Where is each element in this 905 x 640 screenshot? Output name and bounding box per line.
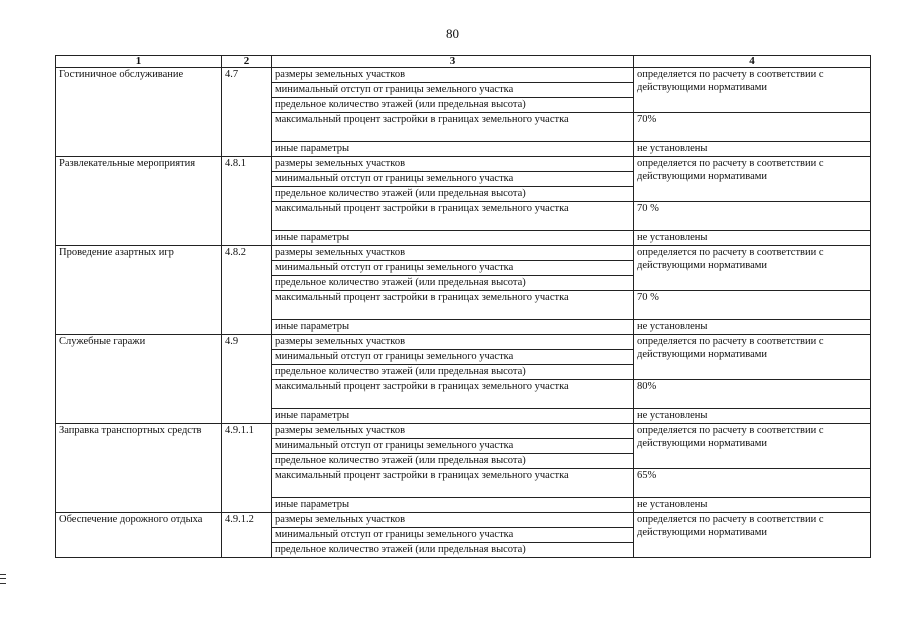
param-min-setback: минимальный отступ от границы земельного участка [272, 439, 634, 454]
use-type-name: Заправка транспортных средств [56, 424, 222, 513]
table-row [56, 157, 871, 172]
param-min-setback: минимальный отступ от границы земельного участка [272, 261, 634, 276]
param-max-coverage: максимальный процент застройки в границах земельного участка [272, 113, 634, 142]
table-row [56, 513, 871, 528]
column-header-1: 1 [56, 56, 222, 68]
param-max-floors: предельное количество этажей (или предельная высота) [272, 98, 634, 113]
param-value-percent: 65% [634, 469, 871, 498]
param-value-not-set: не установлены [634, 142, 871, 157]
param-other: иные параметры [272, 409, 634, 424]
param-min-setback: минимальный отступ от границы земельного участка [272, 172, 634, 187]
permitted-use-table [55, 55, 871, 558]
use-type-code: 4.9.1.1 [222, 424, 272, 513]
param-plot-size: размеры земельных участков [272, 513, 634, 528]
use-type-name: Развлекательные мероприятия [56, 157, 222, 246]
param-other: иные параметры [272, 498, 634, 513]
use-type-name: Служебные гаражи [56, 335, 222, 424]
param-value-not-set: не установлены [634, 498, 871, 513]
param-max-coverage: максимальный процент застройки в границах земельного участка [272, 469, 634, 498]
param-value-not-set: не установлены [634, 320, 871, 335]
use-type-code: 4.9.1.2 [222, 513, 272, 558]
table-header-row [56, 56, 871, 68]
param-min-setback: минимальный отступ от границы земельного участка [272, 528, 634, 543]
param-max-floors: предельное количество этажей (или предельная высота) [272, 543, 634, 558]
param-value-calc: определяется по расчету в соответствии с действующими нормативами [634, 246, 871, 291]
use-type-code: 4.8.2 [222, 246, 272, 335]
use-type-name: Обеспечение дорожного отдыха [56, 513, 222, 558]
param-min-setback: минимальный отступ от границы земельного участка [272, 83, 634, 98]
binding-margin-mark [0, 574, 6, 584]
param-value-calc: определяется по расчету в соответствии с действующими нормативами [634, 157, 871, 202]
param-plot-size: размеры земельных участков [272, 335, 634, 350]
use-type-name: Гостиничное обслуживание [56, 68, 222, 157]
param-max-floors: предельное количество этажей (или предельная высота) [272, 276, 634, 291]
param-max-coverage: максимальный процент застройки в границах земельного участка [272, 202, 634, 231]
param-value-percent: 80% [634, 380, 871, 409]
param-other: иные параметры [272, 231, 634, 246]
param-max-floors: предельное количество этажей (или предельная высота) [272, 454, 634, 469]
param-plot-size: размеры земельных участков [272, 68, 634, 83]
param-value-not-set: не установлены [634, 409, 871, 424]
table-row [56, 335, 871, 350]
column-header-3: 3 [272, 56, 634, 68]
param-value-not-set: не установлены [634, 231, 871, 246]
param-plot-size: размеры земельных участков [272, 246, 634, 261]
use-type-code: 4.9 [222, 335, 272, 424]
param-value-calc: определяется по расчету в соответствии с действующими нормативами [634, 513, 871, 558]
column-header-2: 2 [222, 56, 272, 68]
page-number: 80 [446, 26, 459, 41]
table-row [56, 68, 871, 83]
param-other: иные параметры [272, 320, 634, 335]
param-max-floors: предельное количество этажей (или предельная высота) [272, 365, 634, 380]
param-value-percent: 70% [634, 113, 871, 142]
param-value-calc: определяется по расчету в соответствии с действующими нормативами [634, 335, 871, 380]
param-value-percent: 70 % [634, 291, 871, 320]
param-value-percent: 70 % [634, 202, 871, 231]
table-row [56, 246, 871, 261]
param-plot-size: размеры земельных участков [272, 157, 634, 172]
param-max-coverage: максимальный процент застройки в границах земельного участка [272, 380, 634, 409]
param-other: иные параметры [272, 142, 634, 157]
param-value-calc: определяется по расчету в соответствии с действующими нормативами [634, 424, 871, 469]
table-row [56, 424, 871, 439]
param-value-calc: определяется по расчету в соответствии с действующими нормативами [634, 68, 871, 113]
use-type-code: 4.7 [222, 68, 272, 157]
param-plot-size: размеры земельных участков [272, 424, 634, 439]
use-type-name: Проведение азартных игр [56, 246, 222, 335]
param-max-floors: предельное количество этажей (или предельная высота) [272, 187, 634, 202]
column-header-4: 4 [634, 56, 871, 68]
use-type-code: 4.8.1 [222, 157, 272, 246]
param-max-coverage: максимальный процент застройки в границах земельного участка [272, 291, 634, 320]
param-min-setback: минимальный отступ от границы земельного участка [272, 350, 634, 365]
